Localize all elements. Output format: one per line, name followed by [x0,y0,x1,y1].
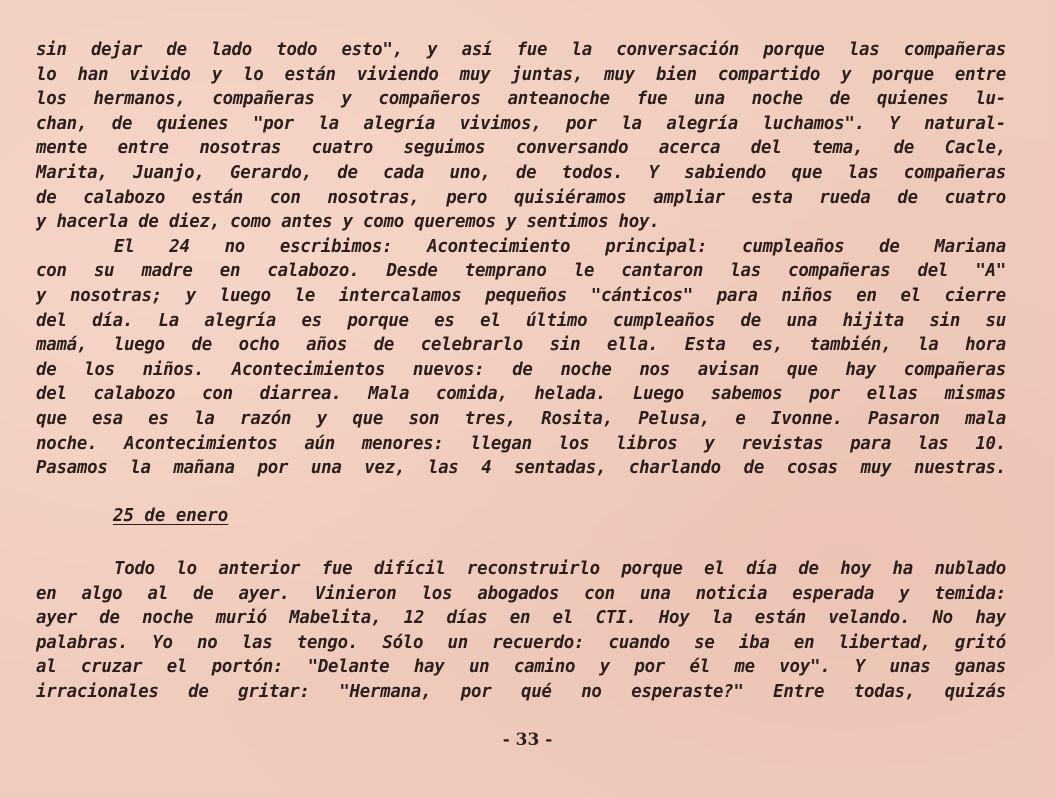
paragraph-jan-25 [36,557,1006,705]
text-line: Todo lo anterior fue difícil reconstruirlo porque el día de hoy ha nublado [114,559,1006,579]
text-line: y nosotras; y luego le intercalamos pequeños "cánticos" para niños en el cierre [36,285,1006,306]
text-line: palabras. Yo no las tengo. Sólo un recuerdo: cuando se iba en libertad, gritó [36,632,1006,653]
text-line: de los niños. Acontecimientos nuevos: de noche nos avisan que hay compañeras [36,359,1006,380]
text-line: con su madre en calabozo. Desde temprano le cantaron las compañeras del "A" [36,261,1006,282]
text-line: mamá, luego de ocho años de celebrarlo sin ella. Esta es, también, la hora [36,335,1006,356]
text-line: y hacerla de diez, como antes y como queremos y sentimos hoy. [36,212,660,233]
text-line: los hermanos, compañeras y compañeros anteanoche fue una noche de quienes lu- [36,89,1006,110]
text-line: del calabozo con diarrea. Mala comida, helada. Luego sabemos por ellas mismas [36,384,1006,405]
text-line: lo han vivido y lo están viviendo muy juntas, muy bien compartido y porque entre [36,64,1006,85]
text-line: irracionales de gritar: "Hermana, por qué no esperaste?" Entre todas, quizás [36,681,1006,702]
text-line: Marita, Juanjo, Gerardo, de cada uno, de todos. Y sabiendo que las compañeras [36,162,1006,183]
text-line: del día. La alegría es porque es el último cumpleaños de una hijita sin su [36,310,1006,331]
text-line: mente entre nosotras cuatro seguimos conversando acerca del tema, de Cacle, [36,138,1006,159]
text-line: sin dejar de lado todo esto", y así fue la conversación porque las compañeras [36,40,1006,60]
text-line: que esa es la razón y que son tres, Rosita, Pelusa, e Ivonne. Pasaron mala [36,408,1006,429]
text-line: al cruzar el portón: "Delante hay un camino y por él me voy". Y unas ganas [36,657,1006,678]
text-line: noche. Acontecimientos aún menores: llegan los libros y revistas para las 10. [36,433,1006,454]
text-line: en algo al de ayer. Vinieron los abogados con una noticia esperada y temida: [36,583,1006,604]
section-heading-date: 25 de enero [113,506,229,526]
text-line: de calabozo están con nosotras, pero quisiéramos ampliar esta rueda de cuatro [36,187,1006,208]
paragraph-continuation [36,38,1006,481]
text-line: El 24 no escribimos: Acontecimiento principal: cumpleaños de Mariana [114,236,1006,257]
page-number: - 33 - [502,730,553,750]
text-line: chan, de quienes "por la alegría vivimos, por la alegría luchamos". Y natural- [36,113,1006,134]
text-line: Pasamos la mañana por una vez, las 4 sentadas, charlando de cosas muy nuestras. [36,458,1006,479]
text-line: ayer de noche murió Mabelita, 12 días en el CTI. Hoy la están velando. No hay [36,608,1006,629]
